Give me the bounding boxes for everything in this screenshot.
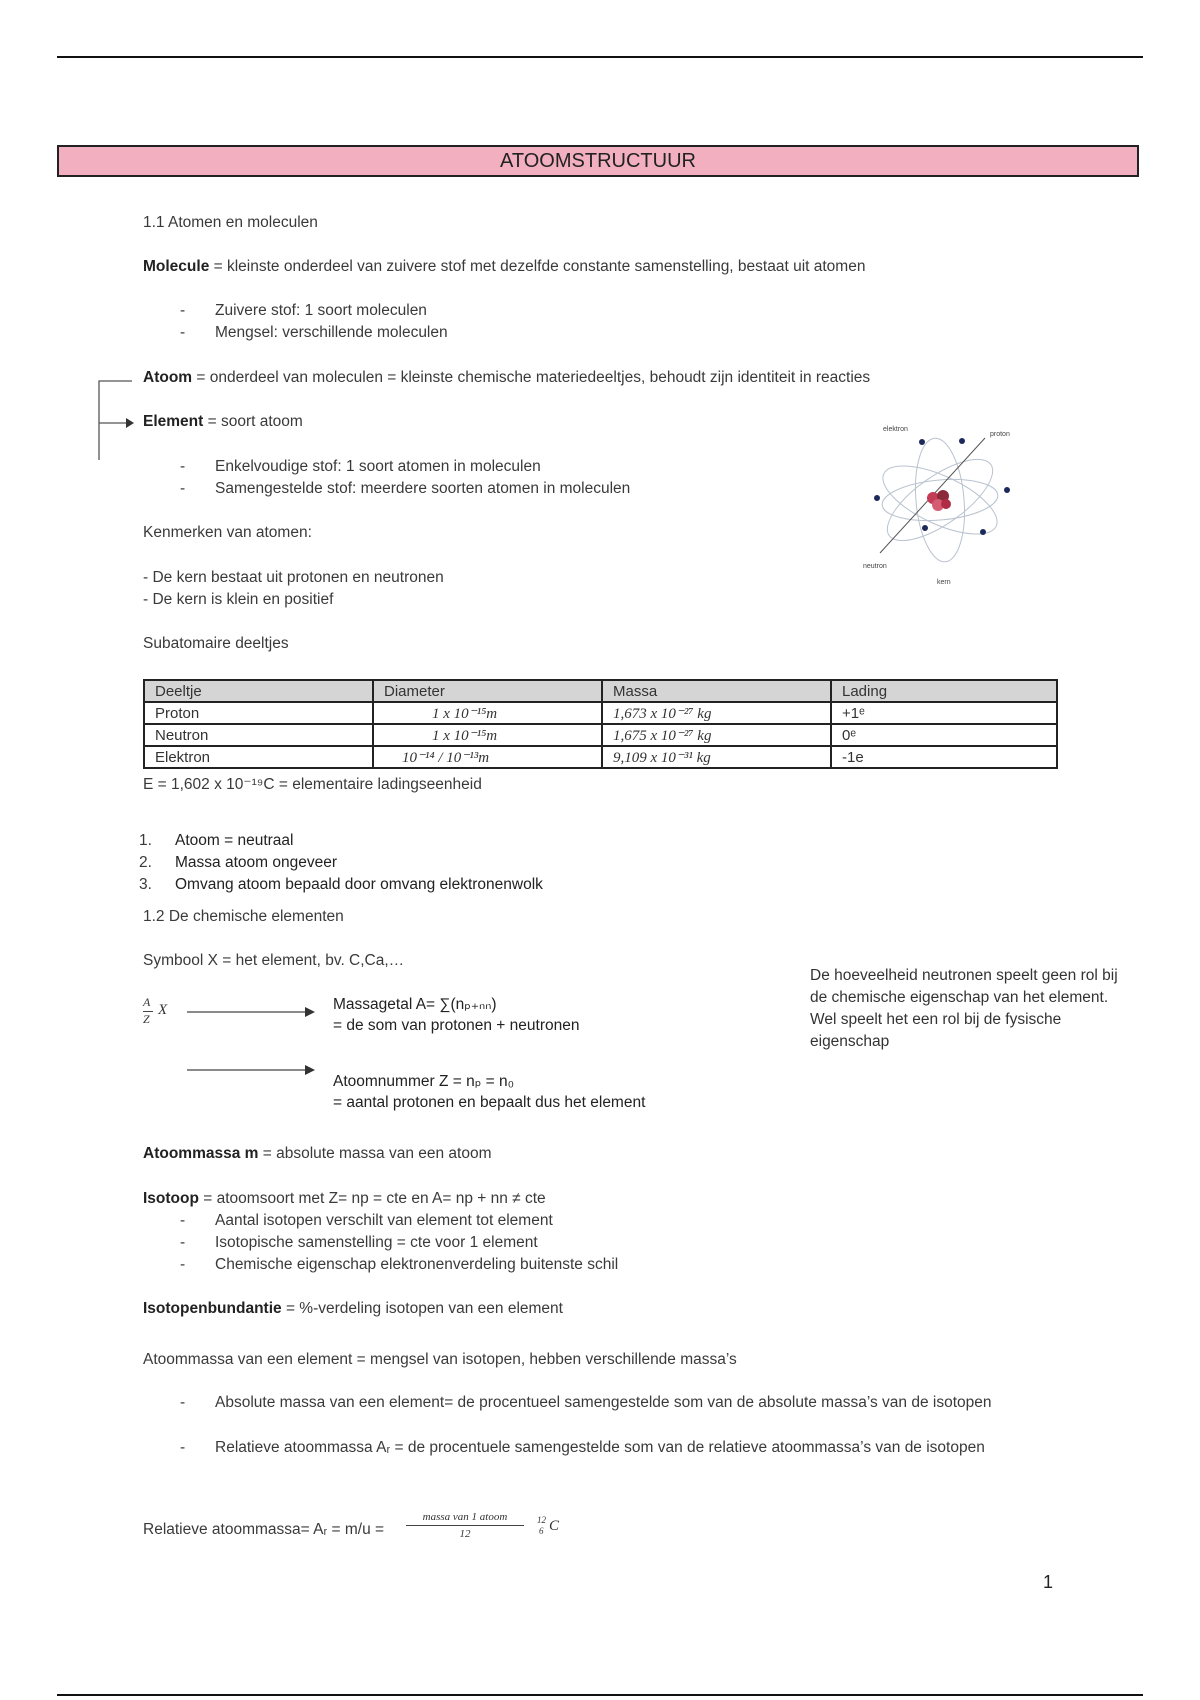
table-header: Deeltje bbox=[144, 680, 373, 702]
subatomic-heading: Subatomaire deeltjes bbox=[143, 635, 289, 652]
numbered-marker: 3. bbox=[139, 876, 152, 893]
numbered-marker: 1. bbox=[139, 832, 152, 849]
table-row bbox=[144, 702, 1057, 724]
carbon-symbol: C bbox=[549, 1518, 560, 1534]
isotoop-def-text: = atoomsoort met Z= np = cte en A= np + nn ≠ cte bbox=[198, 1190, 546, 1207]
page-number: 1 bbox=[1043, 1572, 1054, 1592]
isotoop-definition bbox=[143, 1190, 546, 1208]
mengsel-line: Atoommassa van een element = mengsel van isotopen, hebben verschillende massa’s bbox=[143, 1351, 737, 1368]
atoommassa-term: Atoommassa m bbox=[143, 1145, 259, 1162]
bullet-dash: - bbox=[180, 302, 186, 319]
label-neutron: neutron bbox=[863, 563, 887, 570]
mass-fraction bbox=[400, 1511, 530, 1540]
bullet-dash: - bbox=[180, 1256, 186, 1273]
bullet-dash: - bbox=[180, 1439, 186, 1456]
numbered-item: Atoom = neutraal bbox=[175, 832, 294, 849]
page-title: ATOOMSTRUCTUUR bbox=[57, 145, 1139, 177]
list-item: Zuivere stof: 1 soort moleculen bbox=[215, 302, 427, 319]
numbered-item: Omvang atoom bepaald door omvang elektronenwolk bbox=[175, 876, 543, 893]
list-item: Chemische eigenschap elektronenverdeling buitenste schil bbox=[215, 1256, 619, 1273]
table-cell: 1,675 x 10⁻²⁷ kg bbox=[602, 724, 831, 746]
bullet-dash: - bbox=[180, 324, 186, 341]
table-cell: Neutron bbox=[144, 724, 373, 746]
atom-def-text: = onderdeel van moleculen = kleinste chemische materiedeeltjes, behoudt zijn identiteit in reacties bbox=[192, 369, 871, 386]
atom-definition bbox=[143, 369, 870, 387]
bracket-connector bbox=[92, 375, 142, 465]
massagetal-line1: Massagetal A= ∑(nₚ₊ₙₙ) bbox=[333, 996, 497, 1013]
molecule-def-text: = kleinste onderdeel van zuivere stof met dezelfde constante samenstelling, bestaat uit atomen bbox=[209, 258, 866, 275]
mass-number: A bbox=[143, 995, 151, 1009]
numbered-marker: 2. bbox=[139, 854, 152, 871]
abundantie-def-text: = %-verdeling isotopen van een element bbox=[281, 1300, 563, 1317]
feature-item: - De kern bestaat uit protonen en neutronen bbox=[143, 569, 444, 586]
particle-table bbox=[143, 679, 1058, 769]
massagetal-line2: = de som van protonen + neutronen bbox=[333, 1017, 580, 1034]
symbol-line: Symbool X = het element, bv. C,Ca,… bbox=[143, 952, 405, 969]
bullet-dash: - bbox=[180, 1212, 186, 1229]
table-row bbox=[144, 746, 1057, 768]
list-item: Enkelvoudige stof: 1 soort atomen in moleculen bbox=[215, 458, 541, 475]
bullet-dash: - bbox=[180, 1234, 186, 1251]
table-row bbox=[144, 724, 1057, 746]
fraction-denominator: 12 bbox=[459, 1528, 471, 1540]
table-cell: 1 x 10⁻¹⁵m bbox=[373, 724, 602, 746]
nucleus-icon bbox=[927, 490, 951, 511]
atom-term: Atoom bbox=[143, 369, 193, 386]
section-heading-2: 1.2 De chemische elementen bbox=[143, 908, 344, 925]
label-kern: kern bbox=[937, 579, 951, 586]
table-cell: 9,109 x 10⁻³¹ kg bbox=[602, 746, 831, 768]
atom-diagram bbox=[845, 408, 1035, 593]
numbered-item: Massa atoom ongeveer bbox=[175, 854, 337, 871]
arrow-to-massagetal bbox=[185, 1005, 320, 1019]
side-note: De hoeveelheid neutronen speelt geen rol bij de chemische eigenschap van het element. Wel speelt het een rol bij de fysische eigenschap bbox=[810, 967, 1118, 1050]
bottom-rule bbox=[57, 1694, 1143, 1696]
nuclide-notation bbox=[143, 995, 173, 1035]
element-definition bbox=[143, 413, 303, 431]
table-cell: +1ᵉ bbox=[831, 702, 1057, 724]
list-item: Aantal isotopen verschilt van element tot element bbox=[215, 1212, 553, 1229]
abundantie-term: Isotopenbundantie bbox=[143, 1300, 282, 1317]
bullet-dash: - bbox=[180, 480, 186, 497]
top-rule bbox=[57, 56, 1143, 58]
molecule-definition bbox=[143, 258, 865, 276]
list-item: Mengsel: verschillende moleculen bbox=[215, 324, 448, 341]
carbon-nuclide bbox=[537, 1515, 567, 1545]
element-symbol: X bbox=[158, 1002, 168, 1018]
section-heading-1: 1.1 Atomen en moleculen bbox=[143, 214, 318, 231]
element-def-text: = soort atoom bbox=[203, 413, 303, 430]
charge-footnote: E = 1,602 x 10⁻¹⁹C = elementaire ladingseenheid bbox=[143, 776, 482, 793]
atoomnummer-line2: = aantal protonen en bepaalt dus het element bbox=[333, 1094, 646, 1111]
feature-item: - De kern is klein en positief bbox=[143, 591, 334, 608]
features-heading: Kenmerken van atomen: bbox=[143, 524, 312, 541]
element-term: Element bbox=[143, 413, 204, 430]
list-item: Relatieve atoommassa Aᵣ = de procentuele samengestelde som van de relatieve atoommassa’s van de isotopen bbox=[215, 1439, 985, 1456]
fraction-numerator: massa van 1 atoom bbox=[422, 1511, 508, 1523]
table-header-row bbox=[144, 680, 1057, 702]
table-cell: -1e bbox=[831, 746, 1057, 768]
abundantie-definition bbox=[143, 1300, 563, 1318]
carbon-mass-number: 12 bbox=[537, 1515, 546, 1525]
table-cell: Proton bbox=[144, 702, 373, 724]
atoommassa-def-text: = absolute massa van een atoom bbox=[258, 1145, 492, 1162]
list-item: Absolute massa van een element= de procentueel samengestelde som van de absolute massa’s van de isotopen bbox=[215, 1394, 992, 1411]
bullet-dash: - bbox=[180, 1394, 186, 1411]
table-header: Lading bbox=[831, 680, 1057, 702]
bullet-dash: - bbox=[180, 458, 186, 475]
atomic-number: Z bbox=[143, 1012, 150, 1026]
table-header: Diameter bbox=[373, 680, 602, 702]
label-elektron: elektron bbox=[883, 426, 908, 433]
arrow-to-atoomnummer bbox=[185, 1063, 320, 1077]
label-proton: proton bbox=[990, 431, 1010, 438]
table-cell: 10⁻¹⁴ / 10⁻¹³m bbox=[373, 746, 602, 768]
table-header: Massa bbox=[602, 680, 831, 702]
list-item: Isotopische samenstelling = cte voor 1 element bbox=[215, 1234, 538, 1251]
isotoop-term: Isotoop bbox=[143, 1190, 199, 1207]
table-cell: 1,673 x 10⁻²⁷ kg bbox=[602, 702, 831, 724]
atoommassa-definition bbox=[143, 1145, 492, 1163]
table-cell: 0ᵉ bbox=[831, 724, 1057, 746]
relatieve-formula-prefix: Relatieve atoommassa= Aᵣ = m/u = bbox=[143, 1521, 385, 1538]
table-cell: Elektron bbox=[144, 746, 373, 768]
table-cell: 1 x 10⁻¹⁵m bbox=[373, 702, 602, 724]
fraction-bar bbox=[406, 1525, 524, 1526]
carbon-atomic-number: 6 bbox=[539, 1526, 544, 1536]
atoomnummer-line1: Atoomnummer Z = nₚ = n₀ bbox=[333, 1073, 515, 1090]
list-item: Samengestelde stof: meerdere soorten atomen in moleculen bbox=[215, 480, 631, 497]
molecule-term: Molecule bbox=[143, 258, 210, 275]
